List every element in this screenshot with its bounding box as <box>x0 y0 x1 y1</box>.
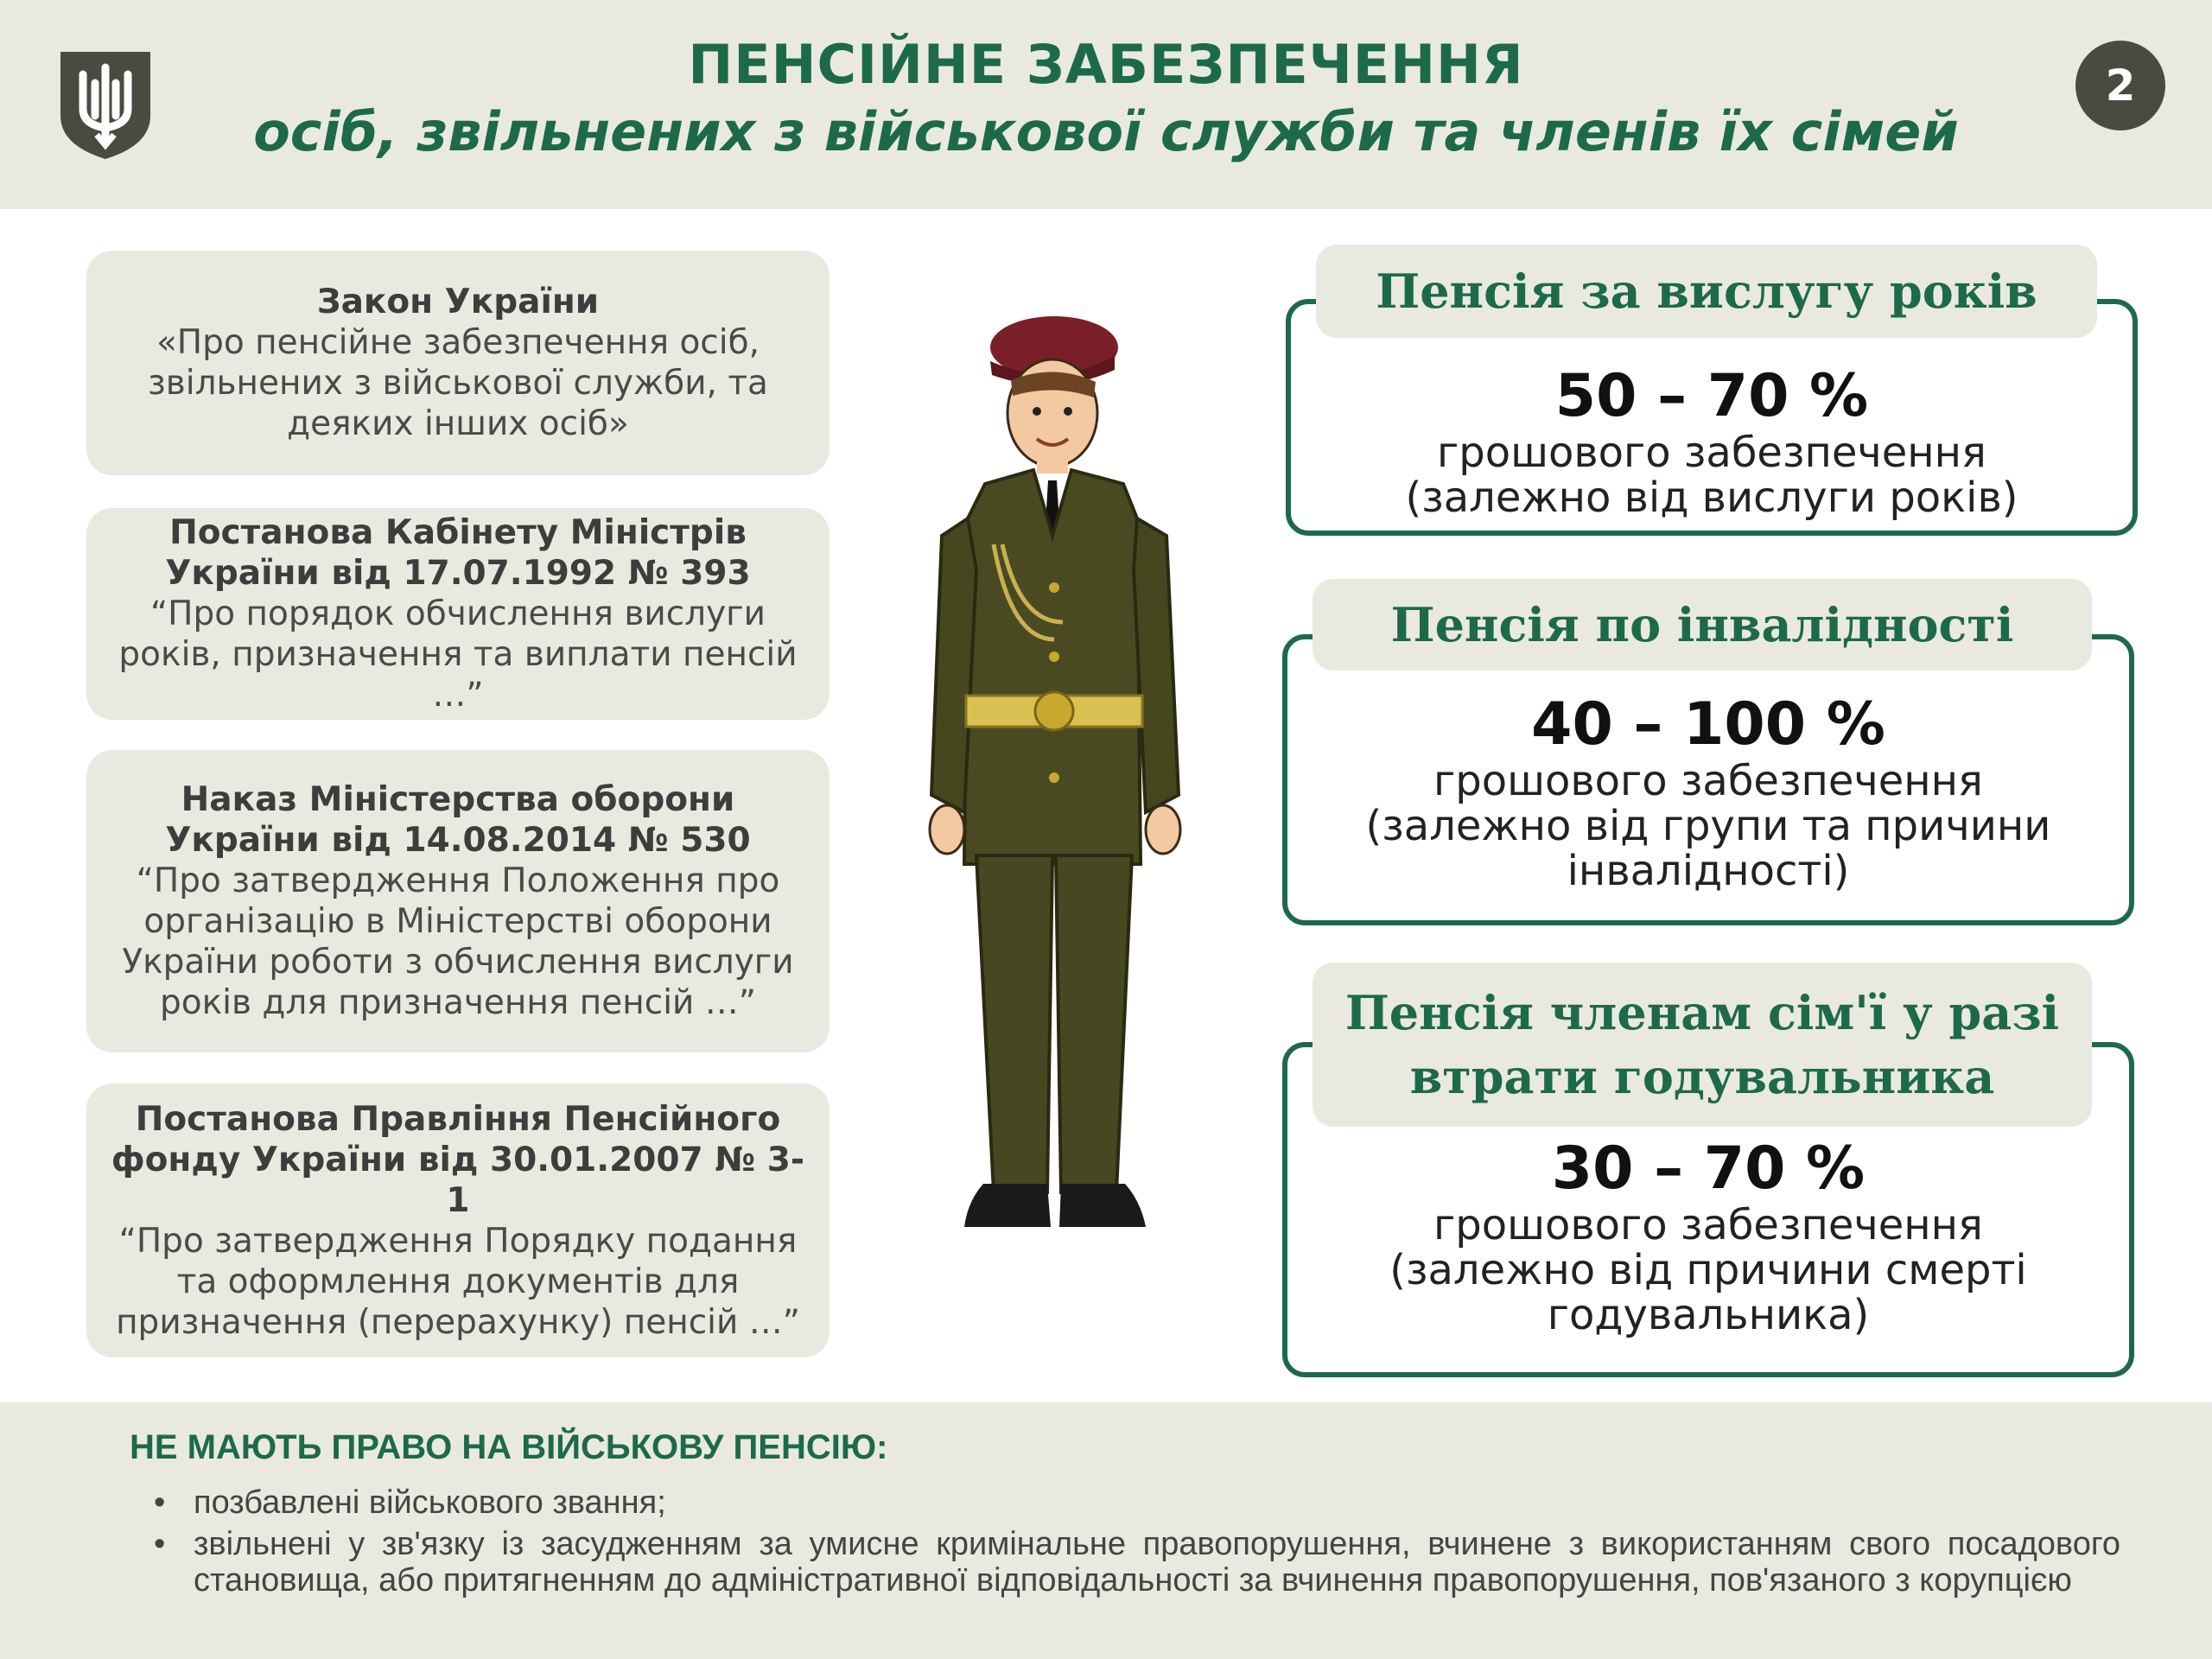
pension-desc-line: (залежно від причини смерті <box>1389 1246 2027 1294</box>
exclusion-list <box>154 1484 2120 1604</box>
law-card <box>86 1084 830 1357</box>
law-text: «Про пенсійне забезпечення осіб, звільнених з військової служби, та деяких інших осіб» <box>148 323 768 443</box>
pension-desc-line: грошового забезпечення <box>1437 429 1986 477</box>
law-title: Наказ Міністерства оборони України від 14.08.2014 № 530 <box>165 780 751 860</box>
pension-desc-line: (залежно від групи та причини <box>1365 802 2051 850</box>
pension-desc-line: (залежно від вислуги років) <box>1405 474 2018 522</box>
pension-service-title: Пенсія за вислугу років <box>1316 245 2097 338</box>
list-item: • звільнені у зв'язку із засудженням за умисне кримінальне правопорушення, вчинене з використанням свого посадового становища, або притягненням до адміністративної відповідальності за вчинення правопорушення, пов'язаного з корупцією <box>154 1526 2120 1599</box>
pension-desc-line: інвалідності) <box>1567 847 1850 895</box>
page-number-badge: 2 <box>2075 41 2165 130</box>
page-title: ПЕНСІЙНЕ ЗАБЕЗПЕЧЕННЯ <box>688 33 1524 96</box>
law-text: “Про затвердження Положення про організацію в Міністерстві оборони України роботи з обчислення вислуги років для призначення пенсій …” <box>122 861 794 1022</box>
footer-panel <box>0 1402 2212 1659</box>
law-title: Закон України <box>316 283 600 321</box>
pension-desc-line: годувальника) <box>1547 1291 1870 1339</box>
footer-heading: НЕ МАЮТЬ ПРАВО НА ВІЙСЬКОВУ ПЕНСІЮ: <box>130 1428 888 1466</box>
pension-survivor-title-line: втрати годувальника <box>1409 1049 1995 1104</box>
list-item: • позбавлені військового звання; <box>154 1484 2120 1521</box>
pension-disability-title: Пенсія по інвалідності <box>1313 579 2092 671</box>
pension-survivor-title-line: Пенсія членам сім'ї у разі <box>1344 985 2060 1040</box>
pension-desc-line: грошового забезпечення <box>1433 757 1983 805</box>
pension-percent: 30 – 70 % <box>1551 1135 1866 1203</box>
law-title: Постанова Правління Пенсійного фонду України від 30.01.2007 № 3-1 <box>111 1099 805 1220</box>
law-card <box>86 251 830 475</box>
law-title: Постанова Кабінету Міністрів України від 17.07.1992 № 393 <box>165 513 751 593</box>
pension-percent: 50 – 70 % <box>1554 362 1869 430</box>
law-text: “Про затвердження Порядку подання та оформлення документів для призначення (перерахунку) пенсій …” <box>116 1221 800 1342</box>
pension-desc-line: грошового забезпечення <box>1433 1201 1983 1249</box>
pension-survivor-title <box>1313 963 2092 1127</box>
header <box>0 0 2212 209</box>
law-card <box>86 508 830 720</box>
law-text: “Про порядок обчислення вислуги років, призначення та виплати пенсій …” <box>118 594 798 715</box>
law-card <box>86 750 830 1052</box>
pension-percent: 40 – 100 % <box>1531 690 1885 759</box>
soldier-illustration <box>881 311 1227 1253</box>
page-subtitle: осіб, звільнених з військової служби та членів їх сімей <box>253 100 1959 163</box>
pension-disability-card <box>1282 634 2134 925</box>
